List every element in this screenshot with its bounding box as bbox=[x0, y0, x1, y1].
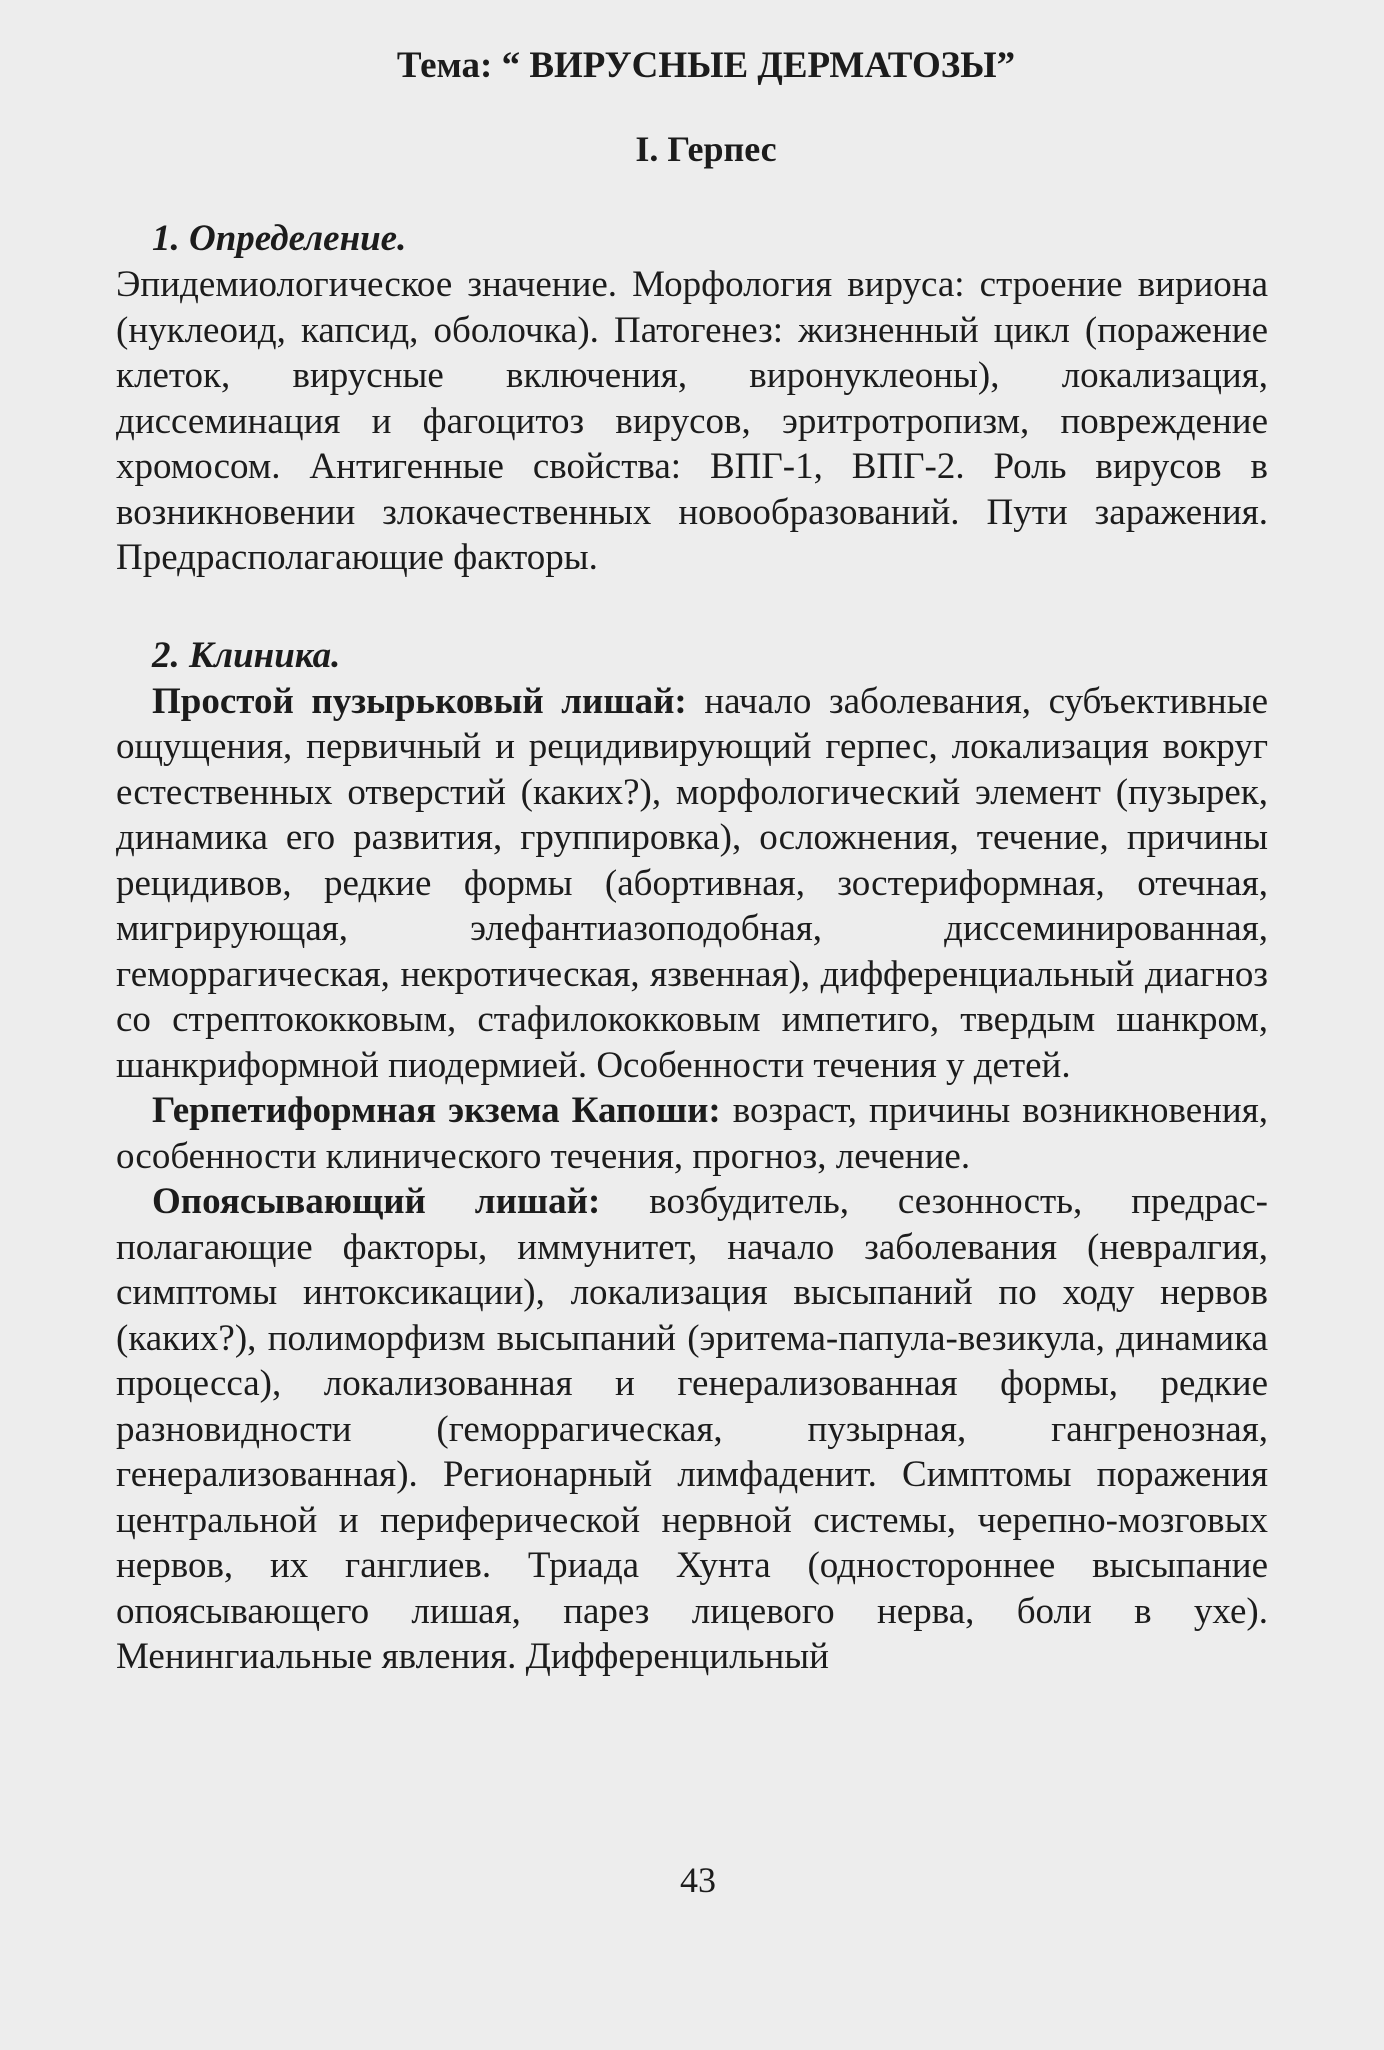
kaposi-eczema-paragraph bbox=[116, 1088, 1268, 1179]
page-number: 43 bbox=[680, 1860, 716, 1900]
herpes-zoster-term: Опоясывающий лишай: bbox=[152, 1181, 601, 1222]
herpes-simplex-term: Простой пузырьковый лишай: bbox=[152, 680, 687, 722]
kaposi-eczema-term: Герпетиформная экзема Капоши: bbox=[152, 1090, 721, 1131]
herpes-zoster-paragraph bbox=[116, 1179, 1268, 1680]
page-title: Тема: “ ВИРУСНЫЕ ДЕРМАТОЗЫ” bbox=[396, 45, 1016, 86]
kaposi-eczema-text: возраст, причины возникновения, особенности клинического течения, прогноз, лечение. bbox=[116, 1090, 1268, 1177]
definition-paragraph: Эпидемиологическое значение. Морфология вируса: строение вириона (нуклеоид, капсид, оболочка). Патогенез: жизненный цикл (поражение клеток, вирусные включения, виронуклеоны), локализация, диссеминация и фагоцитоз вирусов, эритротропизм, повреждение хромосом. Антигенные свойства: ВПГ-1, ВПГ-2. Роль вирусов в возникновении злокачественных новообразований. Пути заражения. Предрасполагающие факторы. bbox=[116, 264, 1268, 578]
clinic-heading: 2. Клиника. bbox=[152, 634, 341, 676]
herpes-zoster-text: возбудитель, сезонность, предрасполагающие факторы, иммунитет, начало заболевания (невралгия, симптомы интоксикации), локализация высыпаний по ходу нервов (каких?), полиморфизм высыпаний (эритема-папула-везикула, динамика процесса), локализованная и генерализованная формы, редкие разновидности (геморрагическая, пузырная, гангренозная, генерализованная). Регионарный лимфаденит. Симптомы поражения центральной и периферической нервной системы, черепно-мозговых нервов, их ганглиев. Триада Хунта (одностороннее высыпание опоясывающего лишая, парез лицевого нерва, боли в ухе). Менингиальные явления. Дифференцильный bbox=[116, 1181, 1268, 1677]
herpes-simplex-text: начало заболевания, субъективные ощущения, первичный и рецидивирующий герпес, локализация вокруг естественных отверстий (каких?), морфологический элемент (пузырек, динамика его развития, группировка), осложнения, течение, причины рецидивов, редкие формы (абортивная, зостериформная, отечная, мигрирующая, элефантиазоподобная, диссеминированная, геморрагическая, некротическая, язвенная), дифференциальный диагноз со стрептококковым, стафилококковым импетиго, твердым шанкром, шанкриформной пиодермией. Особенности течения у детей. bbox=[116, 680, 1269, 1086]
definition-heading: 1. Определение. bbox=[152, 218, 407, 259]
herpes-simplex-paragraph bbox=[116, 679, 1268, 1089]
section-subtitle: I. Герпес bbox=[635, 129, 777, 169]
